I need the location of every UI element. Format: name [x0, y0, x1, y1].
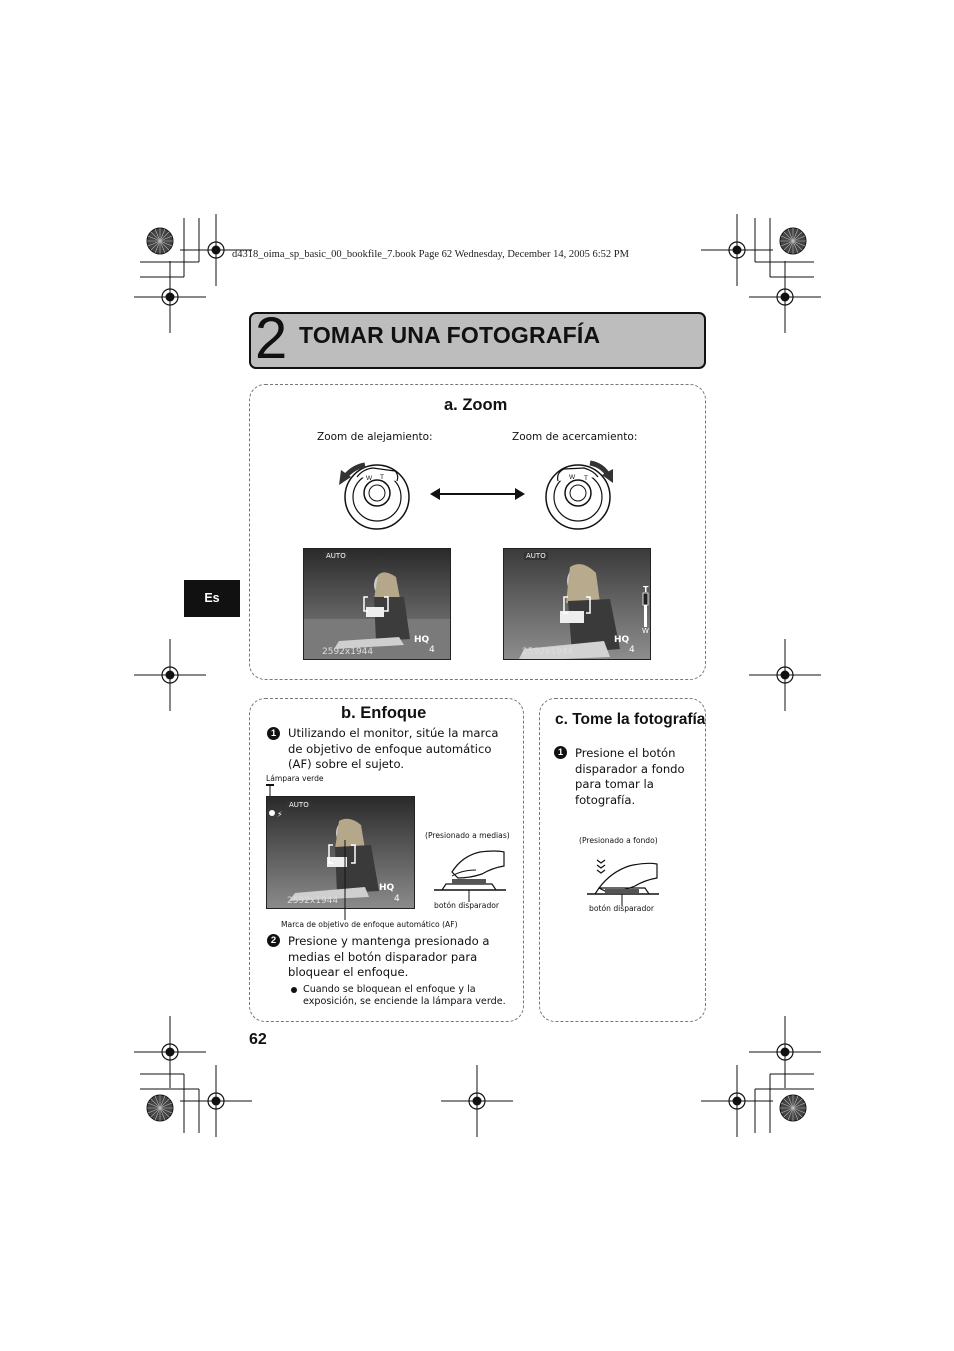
- step-number: 1: [554, 746, 567, 759]
- zoom-dial-wide-icon: [335, 455, 415, 535]
- lcd-screen-tele: [503, 548, 651, 660]
- shoot-title: c. Tome la fotografía: [555, 711, 706, 728]
- af-mark-pointer: [340, 840, 350, 922]
- lcd-count: 4: [394, 894, 400, 904]
- zoom-dial-tele-icon: [536, 455, 616, 535]
- focus-note: Cuando se bloquean el enfoque y la exposición, se enciende la lámpara verde.: [303, 984, 506, 1007]
- focus-step2-text: Presione y mantenga presionado a medias el botón disparador para bloquear el enfoque.: [288, 934, 490, 979]
- af-mark-label: Marca de objetivo de enfoque automático (AF): [281, 920, 458, 929]
- file-header: d4318_oima_sp_basic_00_bookfile_7.book Page 62 Wednesday, December 14, 2005 6:52 PM: [232, 249, 629, 260]
- lcd-resolution: 2592x1944: [287, 896, 339, 906]
- zoom-in-label: Zoom de acercamiento:: [512, 431, 638, 443]
- svg-text:W: W: [366, 475, 373, 482]
- chapter-number: 2: [255, 306, 288, 371]
- bullet: [291, 987, 297, 993]
- lcd-count: 4: [629, 645, 635, 655]
- svg-text:W: W: [569, 474, 576, 481]
- zoom-out-label: Zoom de alejamiento:: [317, 431, 433, 443]
- shutter-label: botón disparador: [589, 904, 655, 913]
- focus-title: b. Enfoque: [341, 704, 427, 722]
- chapter-title: TOMAR UNA FOTOGRAFÍA: [299, 322, 601, 348]
- zoom-title: a. Zoom: [444, 396, 508, 414]
- green-lamp-label: Lámpara verde: [266, 774, 324, 783]
- lcd-count: 4: [429, 645, 435, 655]
- shoot-step1-text: Presione el botón disparador a fondo para tomar la fotografía.: [575, 746, 685, 807]
- language-tab: Es: [184, 580, 240, 617]
- shutter-label: botón disparador: [434, 901, 500, 910]
- lcd-mode: AUTO: [526, 552, 546, 560]
- step-number: 2: [267, 934, 280, 947]
- focus-step1-text: Utilizando el monitor, sitúe la marca de objetivo de enfoque automático (AF) sobre el sujeto.: [288, 726, 499, 771]
- lcd-mode: AUTO: [289, 801, 309, 809]
- lcd-resolution: 2592x1944: [322, 647, 374, 657]
- svg-text:T: T: [380, 474, 384, 481]
- page-number: 62: [249, 1031, 267, 1048]
- full-press-label: (Presionado a fondo): [579, 836, 658, 845]
- lcd-mode: AUTO: [326, 552, 346, 560]
- lcd-screen-wide: [303, 548, 451, 660]
- shutter-full-press-icon: [585, 856, 661, 906]
- half-press-label: (Presionado a medias): [425, 831, 510, 840]
- lcd-quality: HQ: [414, 635, 430, 645]
- double-arrow-icon: [430, 486, 525, 502]
- step-number: 1: [267, 727, 280, 740]
- lcd-zoom-t: T: [643, 585, 649, 594]
- shutter-half-press-icon: [432, 846, 508, 902]
- lcd-resolution: 2592x1944: [522, 647, 574, 657]
- svg-text:⚡: ⚡: [277, 810, 283, 819]
- lcd-quality: HQ: [614, 635, 630, 645]
- svg-text:T: T: [584, 475, 588, 482]
- lcd-zoom-w: W: [642, 627, 649, 635]
- lcd-quality: HQ: [379, 883, 395, 893]
